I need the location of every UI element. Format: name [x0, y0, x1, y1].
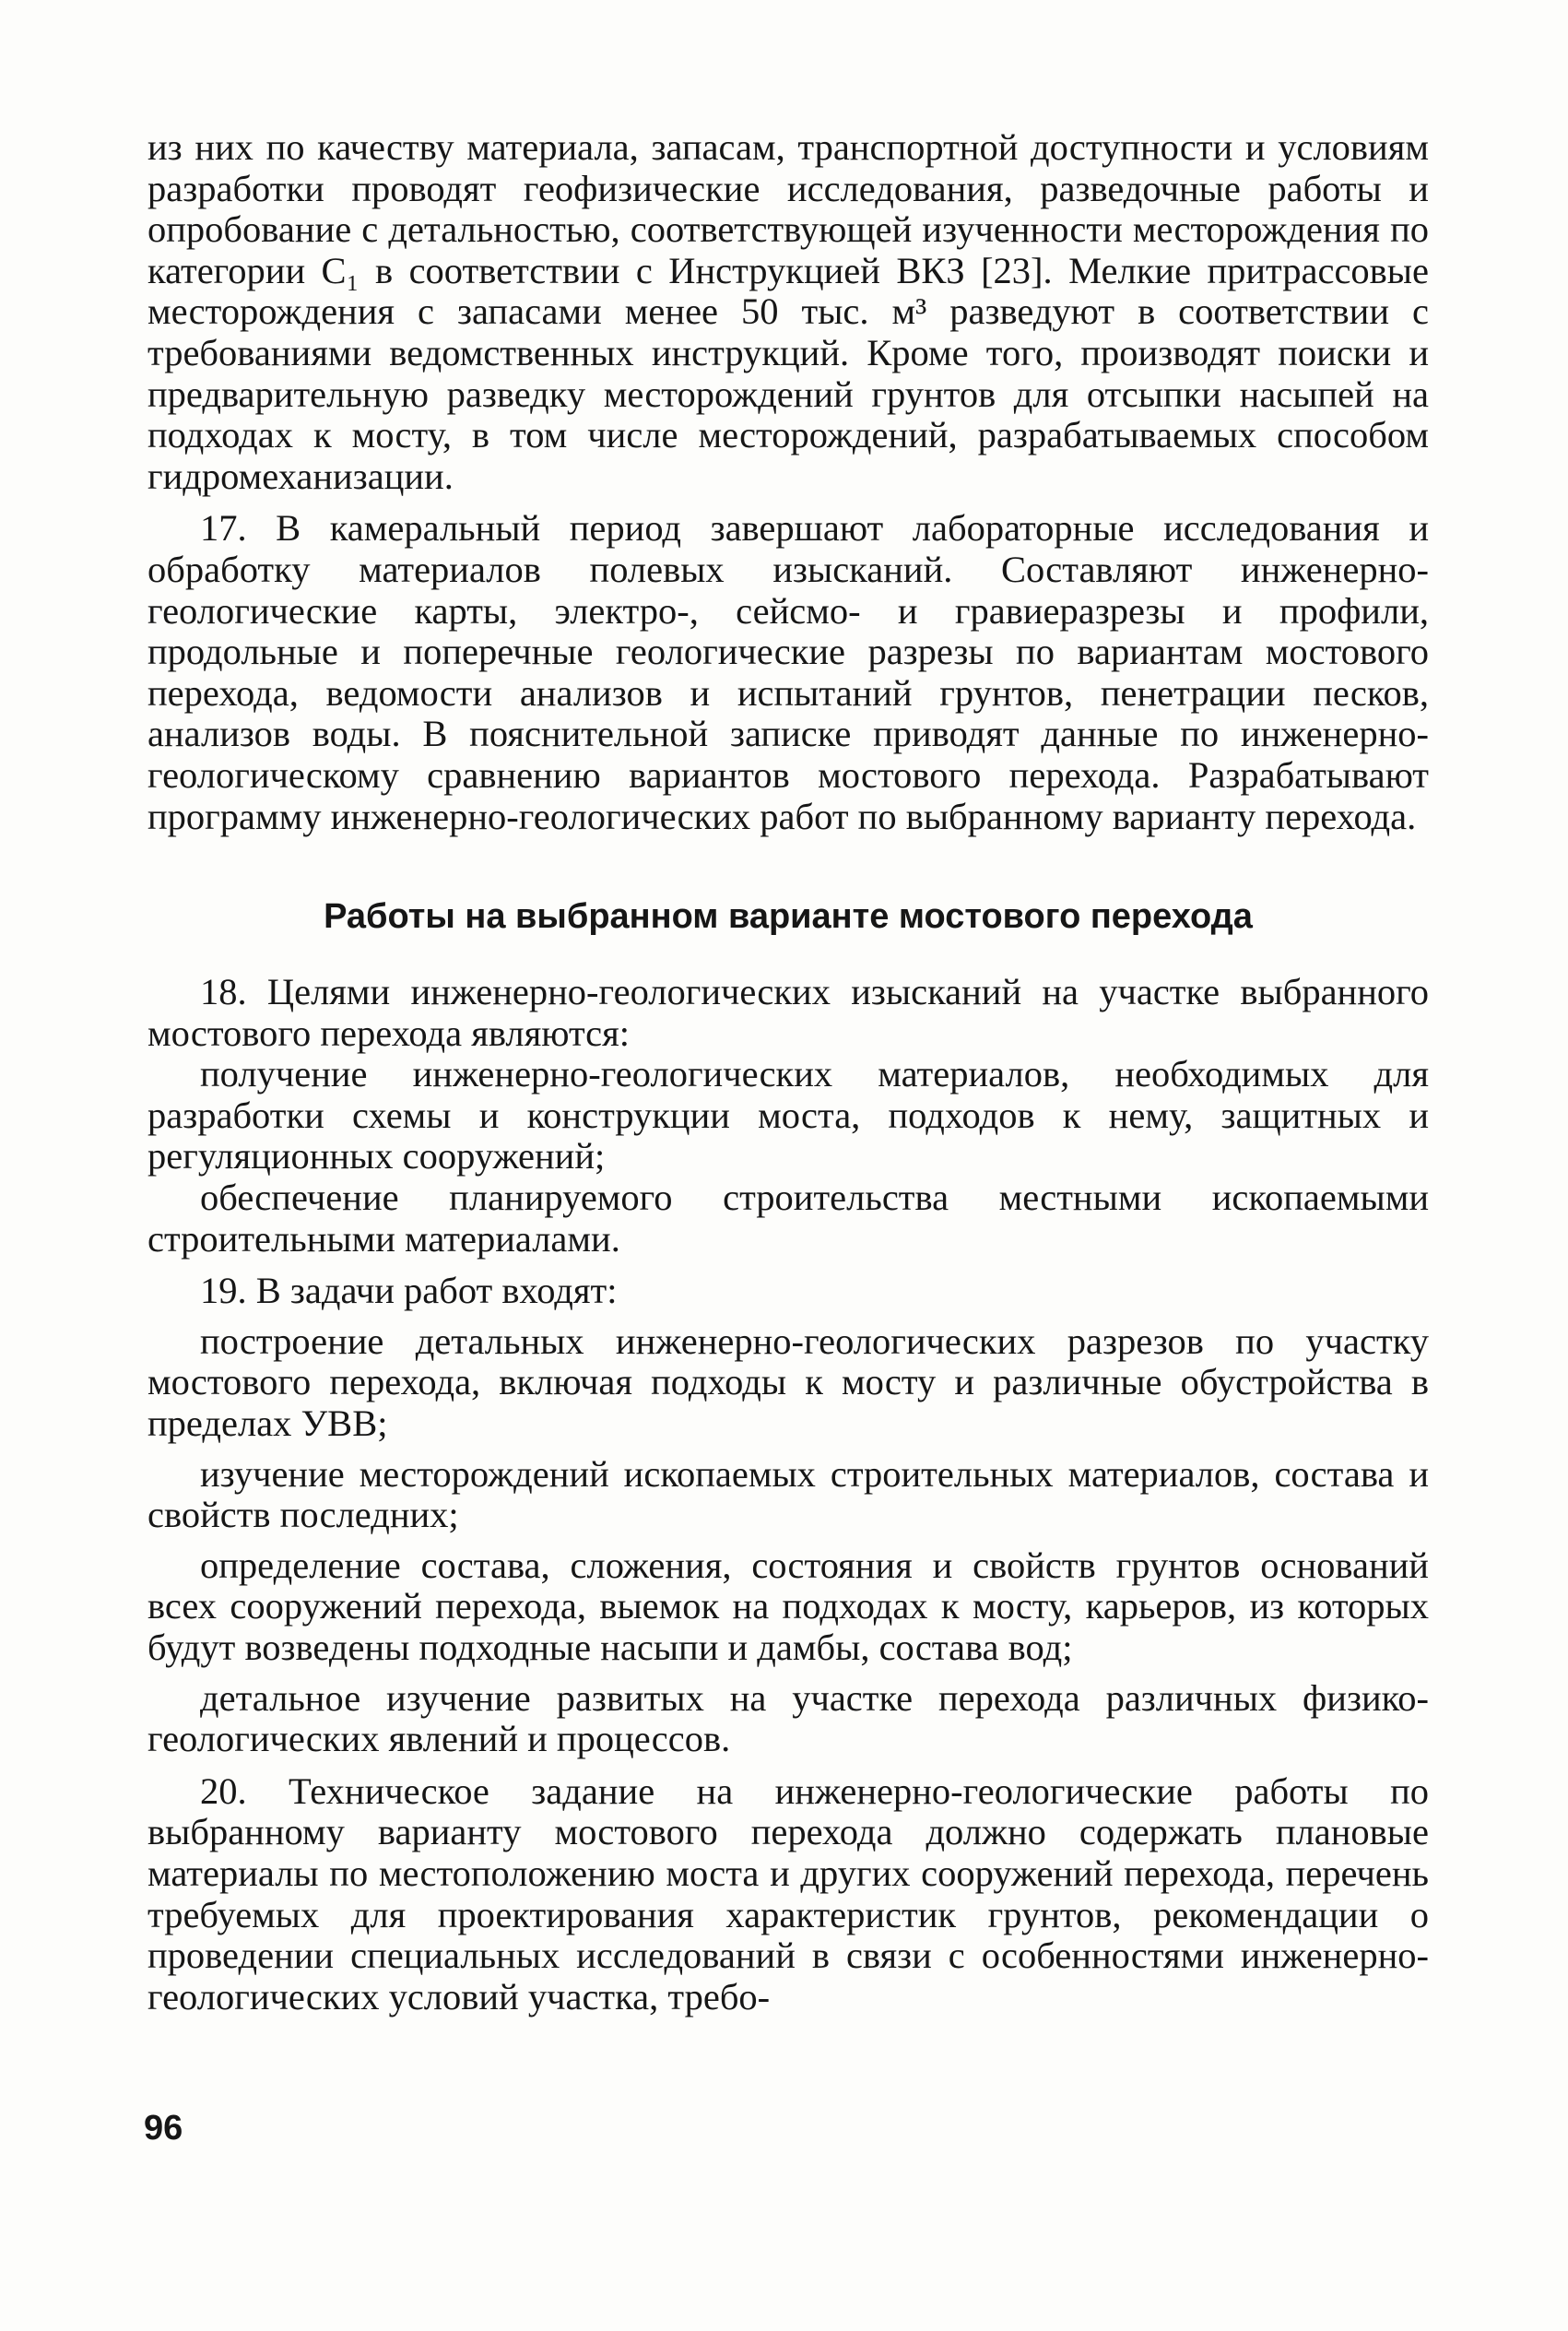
- list-item: обеспечение планируемого строительства местными ископаемыми строительными материалами.: [147, 1177, 1429, 1260]
- list-item: определение состава, сложения, состояния и свойств грунтов оснований всех сооружений перехода, выемок на подходах к мосту, карьеров, из которых будут возведены подходные насыпи и дамбы, состава вод;: [147, 1544, 1429, 1668]
- list-item: изучение месторождений ископаемых строительных материалов, состава и свойств последних;: [147, 1452, 1429, 1536]
- paragraph-continued: из них по качеству материала, запасам, транспортной доступности и условиям разработки проводят геофизические исследования, разведочные работы и опробование с детальностью, соответствующей изученности месторождения по категории C₁ в соответствии с Инструкцией ВКЗ [23]. Мелкие притрассовые месторождения с запасами менее 50 тыс. м³ разведуют в соответствии с требованиями ведомственных инструкций. Кроме того, производят поиски и предварительную разведку месторождений грунтов для отсыпки насыпей на подходах к мосту, в том числе месторождений, разрабатываемых способом гидромеханизации.: [147, 126, 1429, 497]
- body-text: [147, 127, 1429, 2017]
- page-number: 96: [144, 2109, 183, 2148]
- list-item: построение детальных инженерно-геологических разрезов по участку мостового перехода, включая подходы к мосту и различные обустройства в пределах УВВ;: [147, 1319, 1429, 1445]
- section-heading: Работы на выбранном варианте мостового перехода: [324, 897, 1253, 937]
- paragraph-19: 19. В задачи работ входят:: [200, 1270, 618, 1312]
- paragraph-17: 17. В камеральный период завершают лабораторные исследования и обработку материалов полевых изысканий. Составляют инженерно-геологические карты, электро-, сейсмо- и гравиеразрезы и профили, продольные и поперечные геологические разрезы по вариантам мостового перехода, ведомости анализов и испытаний грунтов, пенетрации песков, анализов воды. В пояснительной записке приводят данные по инженерно-геологическому сравнению вариантов мостового перехода. Разрабатывают программу инженерно-геологических работ по выбранному варианту перехода.: [147, 507, 1429, 837]
- list-item: детальное изучение развитых на участке перехода различных физико-геологических явлений и процессов.: [147, 1676, 1429, 1760]
- paragraph-18: 18. Целями инженерно-геологических изысканий на участке выбранного мостового перехода являются:: [147, 971, 1429, 1054]
- paragraph-20: 20. Техническое задание на инженерно-геологические работы по выбранному варианту мостового перехода должно содержать плановые материалы по местоположению моста и других сооружений перехода, перечень требуемых для проектирования характеристик грунтов, рекомендации о проведении специальных исследований в связи с особенностями инженерно-геологических условий участка, требо-: [147, 1769, 1429, 2017]
- list-item: получение инженерно-геологических материалов, необходимых для разработки схемы и конструкции моста, подходов к нему, защитных и регуляционных сооружений;: [147, 1053, 1429, 1177]
